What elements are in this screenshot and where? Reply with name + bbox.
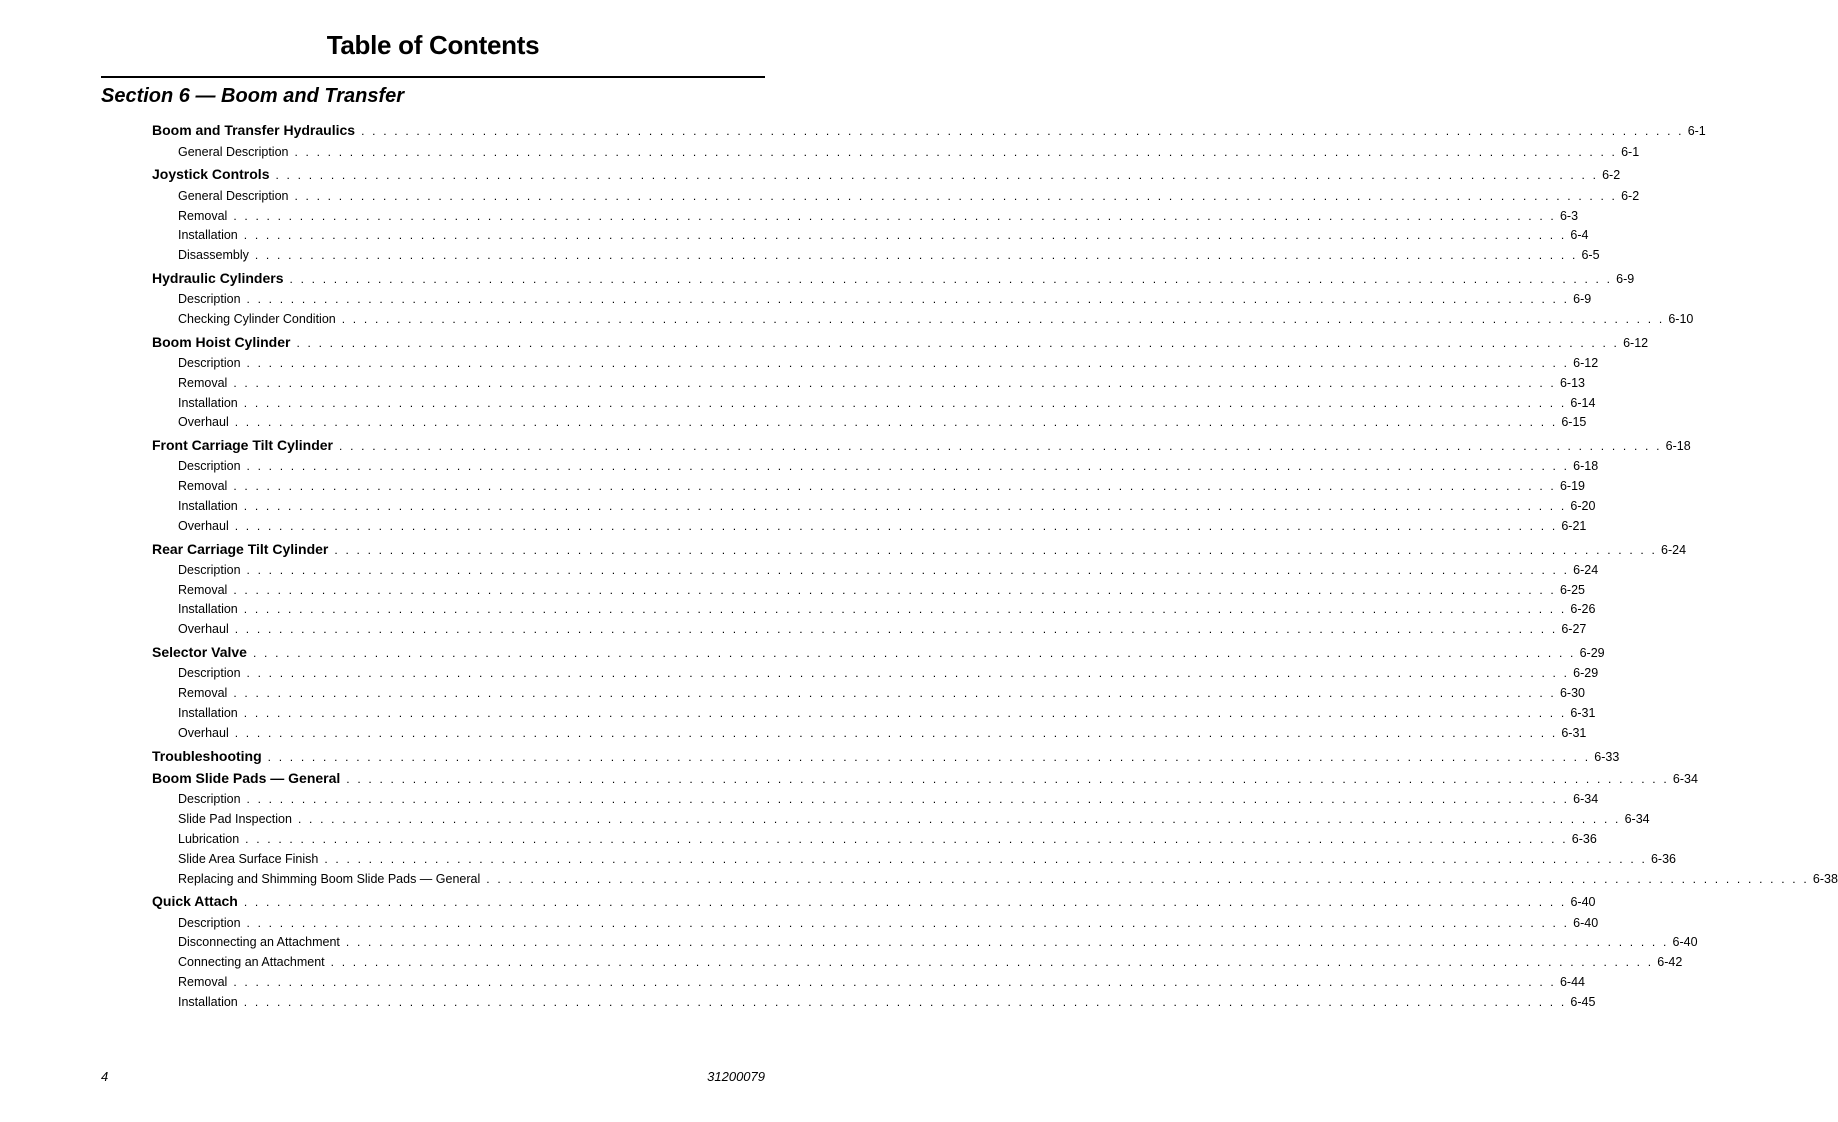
- toc-entry-label: Rear Carriage Tilt Cylinder: [152, 541, 329, 557]
- toc-heading-entry[interactable]: [152, 770, 1698, 786]
- toc-entry-label: Boom and Transfer Hydraulics: [152, 122, 356, 138]
- dot-leader: . . . . . . . . . . . . . . . . . . . . . . . . . . . . . . . . . . . . . . . . . . . . . . . . . . . . . . . . . . . . . . . . . . . . . . . . . . . . . . . . . . . . . . . . . . . . . . . . . . . . . . . . . . . . . . . . . . . . . . . .: [243, 602, 1567, 616]
- toc-sub-entry[interactable]: [178, 852, 1677, 866]
- toc-entry-page: 6-12: [1573, 356, 1599, 370]
- toc-entry-label: Description: [178, 792, 241, 806]
- toc-entry-page: 6-3: [1559, 209, 1579, 223]
- toc-entry-label: Overhaul: [178, 622, 229, 636]
- dot-leader: . . . . . . . . . . . . . . . . . . . . . . . . . . . . . . . . . . . . . . . . . . . . . . . . . . . . . . . . . . . . . . . . . . . . . . . . . . . . . . . . . . . . . . . . . . . . . . . . . . . . . . . . . . . . . . . . . . . . . . . .: [233, 583, 1556, 597]
- toc-heading-entry[interactable]: [152, 334, 1649, 350]
- toc-entry-label: General Description: [178, 189, 289, 203]
- toc-entry-page: 6-44: [1559, 975, 1585, 989]
- toc-sub-entry[interactable]: [178, 563, 1599, 577]
- dot-leader: . . . . . . . . . . . . . . . . . . . . . . . . . . . . . . . . . . . . . . . . . . . . . . . . . . . . . . . . . . . . . . . . . . . . . . . . . . . . . . . . . . . . . . . . . . . . . . . . . . . . . . . . . . . . . . . . . . . . . . . .: [289, 272, 1613, 286]
- toc-entry-page: 6-45: [1570, 995, 1596, 1009]
- toc-entry-page: 6-31: [1570, 706, 1596, 720]
- toc-entry-page: 6-1: [1687, 124, 1706, 138]
- toc-entry-label: Connecting an Attachment: [178, 955, 325, 969]
- toc-entry-label: Slide Area Surface Finish: [178, 852, 319, 866]
- toc-entry-label: Removal: [178, 686, 228, 700]
- toc-sub-entry[interactable]: [178, 356, 1599, 370]
- toc-sub-entry[interactable]: [178, 189, 1640, 203]
- dot-leader: . . . . . . . . . . . . . . . . . . . . . . . . . . . . . . . . . . . . . . . . . . . . . . . . . . . . . . . . . . . . . . . . . . . . . . . . . . . . . . . . . . . . . . . . . . . . . . . . . . . . . . . . . . . . . . . . . . . . . . . .: [246, 356, 1570, 370]
- dot-leader: . . . . . . . . . . . . . . . . . . . . . . . . . . . . . . . . . . . . . . . . . . . . . . . . . . . . . . . . . . . . . . . . . . . . . . . . . . . . . . . . . . . . . . . . . . . . . . . . . . . . . . . . . . . . . . . . . . . . . . . .: [252, 646, 1576, 660]
- toc-entry-page: 6-9: [1573, 292, 1592, 306]
- toc-entry-label: Replacing and Shimming Boom Slide Pads — General: [178, 872, 481, 886]
- toc-sub-entry[interactable]: [178, 916, 1599, 930]
- toc-entry-page: 6-38: [1812, 872, 1838, 886]
- dot-leader: . . . . . . . . . . . . . . . . . . . . . . . . . . . . . . . . . . . . . . . . . . . . . . . . . . . . . . . . . . . . . . . . . . . . . . . . . . . . . . . . . . . . . . . . . . . . . . . . . . . . . . . . . . . . . . . . . . . . . . . .: [243, 706, 1567, 720]
- toc-entry-label: Selector Valve: [152, 644, 247, 660]
- toc-entry-label: Installation: [178, 228, 238, 242]
- dot-leader: . . . . . . . . . . . . . . . . . . . . . . . . . . . . . . . . . . . . . . . . . . . . . . . . . . . . . . . . . . . . . . . . . . . . . . . . . . . . . . . . . . . . . . . . . . . . . . . . . . . . . . . . . . . . . . . . . . . . . . . .: [334, 543, 1657, 557]
- toc-entry-label: Installation: [178, 995, 238, 1009]
- toc-sub-entry[interactable]: [178, 499, 1596, 513]
- toc-entry-page: 6-24: [1661, 543, 1687, 557]
- toc-entry-page: 6-18: [1665, 439, 1691, 453]
- toc-entry-label: Description: [178, 563, 241, 577]
- toc-entry-page: 6-19: [1559, 479, 1585, 493]
- toc-sub-entry[interactable]: [178, 583, 1585, 597]
- toc-entry-page: 6-36: [1650, 852, 1677, 866]
- toc-entry-label: Overhaul: [178, 726, 229, 740]
- toc-entry-label: Overhaul: [178, 415, 229, 429]
- dot-leader: . . . . . . . . . . . . . . . . . . . . . . . . . . . . . . . . . . . . . . . . . . . . . . . . . . . . . . . . . . . . . . . . . . . . . . . . . . . . . . . . . . . . . . . . . . . . . . . . . . . . . . . . . . . . . . . . . . . . . . . .: [246, 459, 1570, 473]
- dot-leader: . . . . . . . . . . . . . . . . . . . . . . . . . . . . . . . . . . . . . . . . . . . . . . . . . . . . . . . . . . . . . . . . . . . . . . . . . . . . . . . . . . . . . . . . . . . . . . . . . . . . . . . . . . . . . . . . . . . . . . . .: [330, 955, 1654, 969]
- document-number: 31200079: [707, 1069, 765, 1084]
- toc-sub-entry[interactable]: [178, 955, 1683, 969]
- dot-leader: . . . . . . . . . . . . . . . . . . . . . . . . . . . . . . . . . . . . . . . . . . . . . . . . . . . . . . . . . . . . . . . . . . . . . . . . . . . . . . . . . . . . . . . . . . . . . . . . . . . . . . . . . . . . . . . . . . . . . . . .: [246, 792, 1570, 806]
- page-number: 4: [101, 1069, 109, 1084]
- dot-leader: . . . . . . . . . . . . . . . . . . . . . . . . . . . . . . . . . . . . . . . . . . . . . . . . . . . . . . . . . . . . . . . . . . . . . . . . . . . . . . . . . . . . . . . . . . . . . . . . . . . . . . . . . . . . . . . . . . . . . . . .: [345, 935, 1669, 949]
- dot-leader: . . . . . . . . . . . . . . . . . . . . . . . . . . . . . . . . . . . . . . . . . . . . . . . . . . . . . . . . . . . . . . . . . . . . . . . . . . . . . . . . . . . . . . . . . . . . . . . . . . . . . . . . . . . . . . . . . . . . . . . .: [294, 145, 1618, 159]
- toc-sub-entry[interactable]: [178, 459, 1599, 473]
- dot-leader: . . . . . . . . . . . . . . . . . . . . . . . . . . . . . . . . . . . . . . . . . . . . . . . . . . . . . . . . . . . . . . . . . . . . . . . . . . . . . . . . . . . . . . . . . . . . . . . . . . . . . . . . . . . . . . . . . . . . . . . .: [233, 686, 1556, 700]
- toc-entry-page: 6-21: [1561, 519, 1587, 533]
- toc-entry-page: 6-4: [1570, 228, 1589, 242]
- dot-leader: . . . . . . . . . . . . . . . . . . . . . . . . . . . . . . . . . . . . . . . . . . . . . . . . . . . . . . . . . . . . . . . . . . . . . . . . . . . . . . . . . . . . . . . . . . . . . . . . . . . . . . . . . . . . . . . . . . . . . . . .: [234, 415, 1558, 429]
- dot-leader: . . . . . . . . . . . . . . . . . . . . . . . . . . . . . . . . . . . . . . . . . . . . . . . . . . . . . . . . . . . . . . . . . . . . . . . . . . . . . . . . . . . . . . . . . . . . . . . . . . . . . . . . . . . . . . . . . . . . . . . .: [339, 439, 1662, 453]
- toc-sub-entry[interactable]: [178, 396, 1596, 410]
- toc-sub-entry[interactable]: [178, 832, 1597, 846]
- toc-entry-page: 6-27: [1561, 622, 1587, 636]
- dot-leader: . . . . . . . . . . . . . . . . . . . . . . . . . . . . . . . . . . . . . . . . . . . . . . . . . . . . . . . . . . . . . . . . . . . . . . . . . . . . . . . . . . . . . . . . . . . . . . . . . . . . . . . . . . . . . . . . . . . . . . . .: [346, 772, 1669, 786]
- toc-entry-label: Removal: [178, 975, 228, 989]
- toc-entry-label: Description: [178, 666, 241, 680]
- toc-sub-entry[interactable]: [178, 145, 1640, 159]
- dot-leader: . . . . . . . . . . . . . . . . . . . . . . . . . . . . . . . . . . . . . . . . . . . . . . . . . . . . . . . . . . . . . . . . . . . . . . . . . . . . . . . . . . . . . . . . . . . . . . . . . . . . . . . . . . . . . . . . . . . . . . . .: [234, 519, 1558, 533]
- toc-entry-label: Overhaul: [178, 519, 229, 533]
- toc-heading-entry[interactable]: [152, 748, 1620, 764]
- section-heading: Section 6 — Boom and Transfer: [101, 85, 405, 107]
- toc-entry-label: Installation: [178, 499, 238, 513]
- toc-sub-entry[interactable]: [178, 666, 1599, 680]
- toc-entry-label: Removal: [178, 209, 228, 223]
- dot-leader: . . . . . . . . . . . . . . . . . . . . . . . . . . . . . . . . . . . . . . . . . . . . . . . . . . . . . . . . . . . . . . . . . . . . . . . . . . . . . . . . . . . . . . . . . . . . . . . . . . . . . . . . . . . . . . . . . . . . . . . .: [246, 563, 1570, 577]
- toc-sub-entry[interactable]: [178, 726, 1587, 740]
- toc-heading-entry[interactable]: [152, 437, 1691, 453]
- toc-entry-page: 6-9: [1616, 272, 1635, 286]
- dot-leader: . . . . . . . . . . . . . . . . . . . . . . . . . . . . . . . . . . . . . . . . . . . . . . . . . . . . . . . . . . . . . . . . . . . . . . . . . . . . . . . . . . . . . . . . . . . . . . . . . . . . . . . . . . . . . . . . . . . . . . . .: [243, 228, 1567, 242]
- dot-leader: . . . . . . . . . . . . . . . . . . . . . . . . . . . . . . . . . . . . . . . . . . . . . . . . . . . . . . . . . . . . . . . . . . . . . . . . . . . . . . . . . . . . . . . . . . . . . . . . . . . . . . . . . . . . . . . . . . . . . . . .: [243, 995, 1567, 1009]
- toc-heading-entry[interactable]: [152, 644, 1605, 660]
- dot-leader: . . . . . . . . . . . . . . . . . . . . . . . . . . . . . . . . . . . . . . . . . . . . . . . . . . . . . . . . . . . . . . . . . . . . . . . . . . . . . . . . . . . . . . . . . . . . . . . . . . . . . . . . . . . . . . . . . . . . . . . .: [233, 209, 1556, 223]
- toc-entry-page: 6-33: [1594, 750, 1620, 764]
- toc-entry-label: Disconnecting an Attachment: [178, 935, 340, 949]
- toc-sub-entry[interactable]: [178, 209, 1579, 223]
- toc-entry-page: 6-42: [1657, 955, 1683, 969]
- toc-entry-label: General Description: [178, 145, 289, 159]
- toc-entry-page: 6-5: [1581, 248, 1600, 262]
- dot-leader: . . . . . . . . . . . . . . . . . . . . . . . . . . . . . . . . . . . . . . . . . . . . . . . . . . . . . . . . . . . . . . . . . . . . . . . . . . . . . . . . . . . . . . . . . . . . . . . . . . . . . . . . . . . . . . . . . . . . . . . .: [243, 499, 1567, 513]
- toc-entry-label: Removal: [178, 583, 228, 597]
- toc-sub-entry[interactable]: [178, 706, 1596, 720]
- dot-leader: . . . . . . . . . . . . . . . . . . . . . . . . . . . . . . . . . . . . . . . . . . . . . . . . . . . . . . . . . . . . . . . . . . . . . . . . . . . . . . . . . . . . . . . . . . . . . . . . . . . . . . . . . . . . . . . . . . . . . . . .: [234, 726, 1558, 740]
- toc-sub-entry[interactable]: [178, 812, 1650, 826]
- toc-sub-entry[interactable]: [178, 995, 1596, 1009]
- toc-entry-page: 6-40: [1573, 916, 1599, 930]
- toc-entry-page: 6-29: [1573, 666, 1599, 680]
- toc-entry-label: Disassembly: [178, 248, 249, 262]
- toc-sub-entry[interactable]: [178, 292, 1592, 306]
- dot-leader: . . . . . . . . . . . . . . . . . . . . . . . . . . . . . . . . . . . . . . . . . . . . . . . . . . . . . . . . . . . . . . . . . . . . . . . . . . . . . . . . . . . . . . . . . . . . . . . . . . . . . . . . . . . . . . . . . . . . . . . .: [233, 376, 1556, 390]
- toc-entry-label: Description: [178, 292, 241, 306]
- toc-entry-page: 6-34: [1672, 772, 1698, 786]
- toc-entry-label: Description: [178, 356, 241, 370]
- toc-sub-entry[interactable]: [178, 228, 1589, 242]
- dot-leader: . . . . . . . . . . . . . . . . . . . . . . . . . . . . . . . . . . . . . . . . . . . . . . . . . . . . . . . . . . . . . . . . . . . . . . . . . . . . . . . . . . . . . . . . . . . . . . . . . . . . . . . . . . . . . . . . . . . . . . . .: [243, 396, 1567, 410]
- toc-sub-entry[interactable]: [178, 415, 1587, 429]
- toc-heading-entry[interactable]: [152, 541, 1687, 557]
- dot-leader: . . . . . . . . . . . . . . . . . . . . . . . . . . . . . . . . . . . . . . . . . . . . . . . . . . . . . . . . . . . . . . . . . . . . . . . . . . . . . . . . . . . . . . . . . . . . . . . . . . . . . . . . . . . . . . . . . . . . . . . .: [246, 292, 1570, 306]
- toc-sub-entry[interactable]: [178, 792, 1599, 806]
- dot-leader: . . . . . . . . . . . . . . . . . . . . . . . . . . . . . . . . . . . . . . . . . . . . . . . . . . . . . . . . . . . . . . . . . . . . . . . . . . . . . . . . . . . . . . . . . . . . . . . . . . . . . . . . . . . . . . . . . . . . . . . .: [233, 479, 1556, 493]
- dot-leader: . . . . . . . . . . . . . . . . . . . . . . . . . . . . . . . . . . . . . . . . . . . . . . . . . . . . . . . . . . . . . . . . . . . . . . . . . . . . . . . . . . . . . . . . . . . . . . . . . . . . . . . . . . . . . . . . . . . . . . . .: [234, 622, 1558, 636]
- toc-entry-page: 6-30: [1559, 686, 1585, 700]
- dot-leader: . . . . . . . . . . . . . . . . . . . . . . . . . . . . . . . . . . . . . . . . . . . . . . . . . . . . . . . . . . . . . . . . . . . . . . . . . . . . . . . . . . . . . . . . . . . . . . . . . . . . . . . . . . . . . . . . . . . . . . . .: [233, 975, 1556, 989]
- toc-entry-page: 6-20: [1570, 499, 1596, 513]
- toc-entry-label: Hydraulic Cylinders: [152, 270, 284, 286]
- toc-entry-page: 6-36: [1571, 832, 1597, 846]
- toc-entry-page: 6-10: [1668, 312, 1694, 326]
- toc-entry-page: 6-40: [1570, 895, 1596, 909]
- toc-heading-entry[interactable]: [152, 166, 1621, 182]
- toc-entry-page: 6-26: [1570, 602, 1596, 616]
- title-divider: [101, 76, 765, 78]
- toc-sub-entry[interactable]: [178, 622, 1587, 636]
- toc-sub-entry[interactable]: [178, 935, 1698, 949]
- toc-sub-entry[interactable]: [178, 479, 1585, 493]
- toc-entry-label: Quick Attach: [152, 893, 238, 909]
- toc-entry-page: 6-40: [1672, 935, 1698, 949]
- dot-leader: . . . . . . . . . . . . . . . . . . . . . . . . . . . . . . . . . . . . . . . . . . . . . . . . . . . . . . . . . . . . . . . . . . . . . . . . . . . . . . . . . . . . . . . . . . . . . . . . . . . . . . . . . . . . . . . . . . . . . . . .: [486, 872, 1809, 886]
- toc-entry-label: Description: [178, 916, 241, 930]
- toc-entry-label: Installation: [178, 396, 238, 410]
- dot-leader: . . . . . . . . . . . . . . . . . . . . . . . . . . . . . . . . . . . . . . . . . . . . . . . . . . . . . . . . . . . . . . . . . . . . . . . . . . . . . . . . . . . . . . . . . . . . . . . . . . . . . . . . . . . . . . . . . . . . . . . .: [297, 812, 1621, 826]
- toc-sub-entry[interactable]: [178, 975, 1585, 989]
- page-title: Table of Contents: [326, 30, 540, 60]
- toc-heading-entry[interactable]: [152, 122, 1706, 138]
- toc-sub-entry[interactable]: [178, 602, 1596, 616]
- dot-leader: . . . . . . . . . . . . . . . . . . . . . . . . . . . . . . . . . . . . . . . . . . . . . . . . . . . . . . . . . . . . . . . . . . . . . . . . . . . . . . . . . . . . . . . . . . . . . . . . . . . . . . . . . . . . . . . . . . . . . . . .: [246, 666, 1570, 680]
- dot-leader: . . . . . . . . . . . . . . . . . . . . . . . . . . . . . . . . . . . . . . . . . . . . . . . . . . . . . . . . . . . . . . . . . . . . . . . . . . . . . . . . . . . . . . . . . . . . . . . . . . . . . . . . . . . . . . . . . . . . . . . .: [296, 336, 1620, 350]
- toc-sub-entry[interactable]: [178, 872, 1838, 886]
- toc-entry-label: Installation: [178, 602, 238, 616]
- toc-entry-page: 6-2: [1621, 189, 1640, 203]
- toc-entry-page: 6-14: [1570, 396, 1596, 410]
- dot-leader: . . . . . . . . . . . . . . . . . . . . . . . . . . . . . . . . . . . . . . . . . . . . . . . . . . . . . . . . . . . . . . . . . . . . . . . . . . . . . . . . . . . . . . . . . . . . . . . . . . . . . . . . . . . . . . . . . . . . . . . .: [275, 168, 1599, 182]
- toc-entry-label: Joystick Controls: [152, 166, 270, 182]
- toc-sub-entry[interactable]: [178, 312, 1694, 326]
- toc-entry-page: 6-2: [1602, 168, 1621, 182]
- toc-entry-page: 6-31: [1561, 726, 1587, 740]
- toc-entry-page: 6-13: [1559, 376, 1585, 390]
- toc-entry-label: Description: [178, 459, 241, 473]
- dot-leader: . . . . . . . . . . . . . . . . . . . . . . . . . . . . . . . . . . . . . . . . . . . . . . . . . . . . . . . . . . . . . . . . . . . . . . . . . . . . . . . . . . . . . . . . . . . . . . . . . . . . . . . . . . . . . . . . . . . . . . . .: [267, 750, 1591, 764]
- dot-leader: . . . . . . . . . . . . . . . . . . . . . . . . . . . . . . . . . . . . . . . . . . . . . . . . . . . . . . . . . . . . . . . . . . . . . . . . . . . . . . . . . . . . . . . . . . . . . . . . . . . . . . . . . . . . . . . . . . . . . . . .: [254, 248, 1578, 262]
- dot-leader: . . . . . . . . . . . . . . . . . . . . . . . . . . . . . . . . . . . . . . . . . . . . . . . . . . . . . . . . . . . . . . . . . . . . . . . . . . . . . . . . . . . . . . . . . . . . . . . . . . . . . . . . . . . . . . . . . . . . . . . .: [324, 852, 1647, 866]
- dot-leader: . . . . . . . . . . . . . . . . . . . . . . . . . . . . . . . . . . . . . . . . . . . . . . . . . . . . . . . . . . . . . . . . . . . . . . . . . . . . . . . . . . . . . . . . . . . . . . . . . . . . . . . . . . . . . . . . . . . . . . . .: [341, 312, 1665, 326]
- toc-heading-entry[interactable]: [152, 893, 1596, 909]
- dot-leader: . . . . . . . . . . . . . . . . . . . . . . . . . . . . . . . . . . . . . . . . . . . . . . . . . . . . . . . . . . . . . . . . . . . . . . . . . . . . . . . . . . . . . . . . . . . . . . . . . . . . . . . . . . . . . . . . . . . . . . . .: [294, 189, 1618, 203]
- toc-entry-page: 6-24: [1573, 563, 1599, 577]
- toc-heading-entry[interactable]: [152, 270, 1635, 286]
- toc-entry-page: 6-15: [1561, 415, 1587, 429]
- dot-leader: . . . . . . . . . . . . . . . . . . . . . . . . . . . . . . . . . . . . . . . . . . . . . . . . . . . . . . . . . . . . . . . . . . . . . . . . . . . . . . . . . . . . . . . . . . . . . . . . . . . . . . . . . . . . . . . . . . . . . . . .: [361, 124, 1684, 138]
- toc-entry-page: 6-12: [1623, 336, 1649, 350]
- toc-entry-label: Front Carriage Tilt Cylinder: [152, 437, 333, 453]
- toc-sub-entry[interactable]: [178, 376, 1585, 390]
- toc-entry-page: 6-25: [1559, 583, 1585, 597]
- toc-entry-label: Boom Hoist Cylinder: [152, 334, 291, 350]
- toc-entry-label: Removal: [178, 376, 228, 390]
- toc-entry-label: Installation: [178, 706, 238, 720]
- toc-sub-entry[interactable]: [178, 519, 1587, 533]
- toc-entry-label: Slide Pad Inspection: [178, 812, 292, 826]
- dot-leader: . . . . . . . . . . . . . . . . . . . . . . . . . . . . . . . . . . . . . . . . . . . . . . . . . . . . . . . . . . . . . . . . . . . . . . . . . . . . . . . . . . . . . . . . . . . . . . . . . . . . . . . . . . . . . . . . . . . . . . . .: [243, 895, 1567, 909]
- toc-entry-label: Troubleshooting: [152, 748, 262, 764]
- toc-entry-page: 6-18: [1573, 459, 1599, 473]
- toc-sub-entry[interactable]: [178, 248, 1600, 262]
- dot-leader: . . . . . . . . . . . . . . . . . . . . . . . . . . . . . . . . . . . . . . . . . . . . . . . . . . . . . . . . . . . . . . . . . . . . . . . . . . . . . . . . . . . . . . . . . . . . . . . . . . . . . . . . . . . . . . . . . . . . . . . .: [246, 916, 1570, 930]
- dot-leader: . . . . . . . . . . . . . . . . . . . . . . . . . . . . . . . . . . . . . . . . . . . . . . . . . . . . . . . . . . . . . . . . . . . . . . . . . . . . . . . . . . . . . . . . . . . . . . . . . . . . . . . . . . . . . . . . . . . . . . . .: [245, 832, 1568, 846]
- toc-entry-page: 6-1: [1621, 145, 1640, 159]
- toc-sub-entry[interactable]: [178, 686, 1585, 700]
- toc-entry-label: Lubrication: [178, 832, 240, 846]
- toc-entry-page: 6-29: [1579, 646, 1605, 660]
- toc-entry-label: Checking Cylinder Condition: [178, 312, 336, 326]
- toc-entry-label: Removal: [178, 479, 228, 493]
- toc-entry-label: Boom Slide Pads — General: [152, 770, 341, 786]
- toc-entry-page: 6-34: [1573, 792, 1599, 806]
- toc-entry-page: 6-34: [1624, 812, 1650, 826]
